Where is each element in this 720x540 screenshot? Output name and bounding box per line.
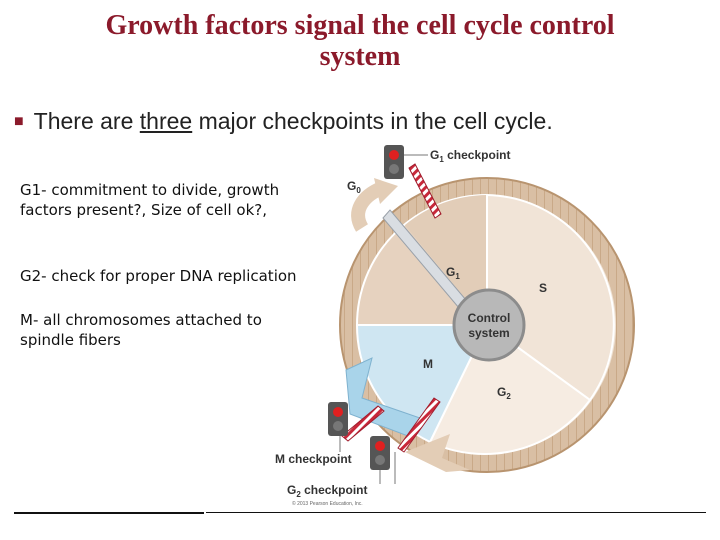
note-g1-line-1: G1- commitment to divide, growth: [20, 181, 280, 199]
phase-label-g2: $G_2$: [497, 385, 511, 401]
m-light-off: [333, 421, 343, 431]
bullet-text-emphasis: three: [139, 108, 193, 134]
bottom-rule-right: [206, 512, 706, 513]
note-g1-line-2: factors present?, Size of cell ok?,: [20, 201, 268, 219]
phase-label-s: S: [539, 281, 548, 295]
label-g0: $G_0$: [347, 179, 361, 195]
note-g2-line-1: G2- check for proper DNA replication: [20, 267, 297, 285]
note-m-line-2: spindle fibers: [20, 331, 121, 349]
bullet-text-after: major checkpoints in the cell cycle.: [192, 108, 553, 134]
g1-light-off: [389, 164, 399, 174]
g2-light-off: [375, 455, 385, 465]
g2-light-red: [375, 441, 385, 451]
phase-label-m: M: [423, 357, 433, 371]
control-label-line-2: system: [468, 326, 510, 340]
g1-checkpoint-label: $G_1$ checkpoint: [430, 148, 511, 164]
phase-label-g1: $G_1$: [446, 265, 460, 281]
g2-checkpoint-label: $G_2$ checkpoint: [287, 483, 368, 499]
note-m-line-1: M- all chromosomes attached to: [20, 311, 262, 329]
g0-arrow-head: [374, 178, 398, 204]
slide-title-line-1: Growth factors signal the cell cycle control: [105, 10, 615, 41]
slide-title-line-2: system: [319, 41, 401, 72]
control-label-line-1: Control: [467, 311, 511, 325]
bottom-rule-left: [14, 512, 204, 514]
bullet-text-before: There are: [33, 108, 140, 134]
control-system-disc: [454, 290, 524, 360]
m-light-red: [333, 407, 343, 417]
m-checkpoint-label: M checkpoint: [275, 452, 352, 466]
copyright-note: © 2013 Pearson Education, Inc.: [292, 501, 363, 507]
g1-light-red: [389, 150, 399, 160]
square-bullet-icon: ■: [14, 113, 24, 130]
